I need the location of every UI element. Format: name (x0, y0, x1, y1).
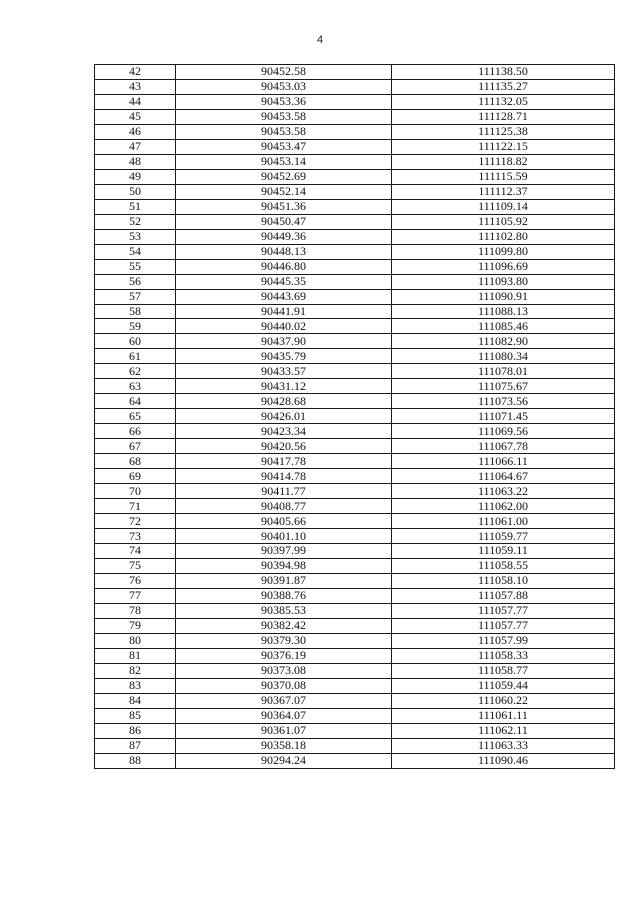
point-number-cell: 82 (95, 663, 176, 678)
table-row (95, 469, 615, 484)
table-row (95, 214, 615, 229)
point-number-cell: 51 (95, 199, 176, 214)
point-number-cell: 46 (95, 124, 176, 139)
y-coordinate-cell: 111135.27 (392, 79, 615, 94)
x-coordinate-cell: 90453.58 (176, 124, 392, 139)
table-row (95, 319, 615, 334)
point-number-cell: 53 (95, 229, 176, 244)
y-coordinate-cell: 111057.99 (392, 633, 615, 648)
table-row (95, 409, 615, 424)
y-coordinate-cell: 111063.22 (392, 484, 615, 499)
table-row (95, 544, 615, 559)
point-number-cell: 63 (95, 379, 176, 394)
y-coordinate-cell: 111058.33 (392, 648, 615, 663)
table-row (95, 618, 615, 633)
point-number-cell: 84 (95, 693, 176, 708)
coordinates-table (94, 64, 615, 769)
table-row (95, 394, 615, 409)
x-coordinate-cell: 90385.53 (176, 603, 392, 618)
table-row (95, 439, 615, 454)
x-coordinate-cell: 90367.07 (176, 693, 392, 708)
y-coordinate-cell: 111067.78 (392, 439, 615, 454)
coordinates-table-body (95, 65, 615, 769)
y-coordinate-cell: 111082.90 (392, 334, 615, 349)
x-coordinate-cell: 90426.01 (176, 409, 392, 424)
point-number-cell: 56 (95, 274, 176, 289)
point-number-cell: 49 (95, 169, 176, 184)
x-coordinate-cell: 90452.14 (176, 184, 392, 199)
point-number-cell: 76 (95, 573, 176, 588)
x-coordinate-cell: 90379.30 (176, 633, 392, 648)
x-coordinate-cell: 90448.13 (176, 244, 392, 259)
table-row (95, 529, 615, 544)
y-coordinate-cell: 111102.80 (392, 229, 615, 244)
y-coordinate-cell: 111115.59 (392, 169, 615, 184)
point-number-cell: 48 (95, 154, 176, 169)
y-coordinate-cell: 111062.00 (392, 499, 615, 514)
point-number-cell: 61 (95, 349, 176, 364)
table-row (95, 289, 615, 304)
y-coordinate-cell: 111059.11 (392, 544, 615, 559)
y-coordinate-cell: 111075.67 (392, 379, 615, 394)
y-coordinate-cell: 111112.37 (392, 184, 615, 199)
point-number-cell: 65 (95, 409, 176, 424)
point-number-cell: 86 (95, 723, 176, 738)
table-row (95, 424, 615, 439)
point-number-cell: 59 (95, 319, 176, 334)
y-coordinate-cell: 111073.56 (392, 394, 615, 409)
table-row (95, 633, 615, 648)
y-coordinate-cell: 111088.13 (392, 304, 615, 319)
x-coordinate-cell: 90446.80 (176, 259, 392, 274)
table-row (95, 154, 615, 169)
point-number-cell: 79 (95, 618, 176, 633)
y-coordinate-cell: 111080.34 (392, 349, 615, 364)
x-coordinate-cell: 90453.03 (176, 79, 392, 94)
x-coordinate-cell: 90453.14 (176, 154, 392, 169)
x-coordinate-cell: 90408.77 (176, 499, 392, 514)
x-coordinate-cell: 90449.36 (176, 229, 392, 244)
y-coordinate-cell: 111125.38 (392, 124, 615, 139)
x-coordinate-cell: 90370.08 (176, 678, 392, 693)
x-coordinate-cell: 90423.34 (176, 424, 392, 439)
x-coordinate-cell: 90397.99 (176, 544, 392, 559)
x-coordinate-cell: 90431.12 (176, 379, 392, 394)
table-row (95, 499, 615, 514)
x-coordinate-cell: 90420.56 (176, 439, 392, 454)
point-number-cell: 43 (95, 79, 176, 94)
x-coordinate-cell: 90443.69 (176, 289, 392, 304)
point-number-cell: 87 (95, 738, 176, 753)
x-coordinate-cell: 90440.02 (176, 319, 392, 334)
x-coordinate-cell: 90453.36 (176, 94, 392, 109)
x-coordinate-cell: 90450.47 (176, 214, 392, 229)
y-coordinate-cell: 111093.80 (392, 274, 615, 289)
x-coordinate-cell: 90394.98 (176, 558, 392, 573)
y-coordinate-cell: 111064.67 (392, 469, 615, 484)
y-coordinate-cell: 111109.14 (392, 199, 615, 214)
y-coordinate-cell: 111071.45 (392, 409, 615, 424)
table-row (95, 65, 615, 80)
y-coordinate-cell: 111063.33 (392, 738, 615, 753)
table-row (95, 109, 615, 124)
table-row (95, 184, 615, 199)
table-row (95, 678, 615, 693)
point-number-cell: 62 (95, 364, 176, 379)
y-coordinate-cell: 111060.22 (392, 693, 615, 708)
y-coordinate-cell: 111061.00 (392, 514, 615, 529)
y-coordinate-cell: 111057.88 (392, 588, 615, 603)
point-number-cell: 54 (95, 244, 176, 259)
table-row (95, 558, 615, 573)
point-number-cell: 52 (95, 214, 176, 229)
x-coordinate-cell: 90388.76 (176, 588, 392, 603)
y-coordinate-cell: 111118.82 (392, 154, 615, 169)
point-number-cell: 75 (95, 558, 176, 573)
table-row (95, 139, 615, 154)
table-row (95, 454, 615, 469)
point-number-cell: 45 (95, 109, 176, 124)
y-coordinate-cell: 111138.50 (392, 65, 615, 80)
table-row (95, 364, 615, 379)
point-number-cell: 69 (95, 469, 176, 484)
y-coordinate-cell: 111078.01 (392, 364, 615, 379)
point-number-cell: 81 (95, 648, 176, 663)
table-row (95, 229, 615, 244)
x-coordinate-cell: 90364.07 (176, 708, 392, 723)
table-row (95, 244, 615, 259)
y-coordinate-cell: 111057.77 (392, 603, 615, 618)
table-row (95, 94, 615, 109)
x-coordinate-cell: 90452.58 (176, 65, 392, 80)
y-coordinate-cell: 111057.77 (392, 618, 615, 633)
point-number-cell: 78 (95, 603, 176, 618)
point-number-cell: 71 (95, 499, 176, 514)
point-number-cell: 70 (95, 484, 176, 499)
page-number: 4 (316, 34, 324, 46)
point-number-cell: 85 (95, 708, 176, 723)
table-row (95, 514, 615, 529)
table-row (95, 169, 615, 184)
x-coordinate-cell: 90445.35 (176, 274, 392, 289)
y-coordinate-cell: 111096.69 (392, 259, 615, 274)
x-coordinate-cell: 90358.18 (176, 738, 392, 753)
y-coordinate-cell: 111061.11 (392, 708, 615, 723)
point-number-cell: 64 (95, 394, 176, 409)
y-coordinate-cell: 111058.10 (392, 573, 615, 588)
x-coordinate-cell: 90441.91 (176, 304, 392, 319)
x-coordinate-cell: 90417.78 (176, 454, 392, 469)
x-coordinate-cell: 90433.57 (176, 364, 392, 379)
y-coordinate-cell: 111105.92 (392, 214, 615, 229)
table-row (95, 588, 615, 603)
y-coordinate-cell: 111058.77 (392, 663, 615, 678)
x-coordinate-cell: 90382.42 (176, 618, 392, 633)
table-row (95, 379, 615, 394)
x-coordinate-cell: 90361.07 (176, 723, 392, 738)
point-number-cell: 73 (95, 529, 176, 544)
table-row (95, 693, 615, 708)
x-coordinate-cell: 90437.90 (176, 334, 392, 349)
point-number-cell: 60 (95, 334, 176, 349)
point-number-cell: 80 (95, 633, 176, 648)
x-coordinate-cell: 90453.58 (176, 109, 392, 124)
y-coordinate-cell: 111132.05 (392, 94, 615, 109)
x-coordinate-cell: 90451.36 (176, 199, 392, 214)
table-row (95, 304, 615, 319)
x-coordinate-cell: 90401.10 (176, 529, 392, 544)
table-row (95, 349, 615, 364)
point-number-cell: 88 (95, 753, 176, 768)
table-row (95, 334, 615, 349)
y-coordinate-cell: 111090.91 (392, 289, 615, 304)
y-coordinate-cell: 111058.55 (392, 558, 615, 573)
table-row (95, 663, 615, 678)
table-row (95, 603, 615, 618)
x-coordinate-cell: 90294.24 (176, 753, 392, 768)
point-number-cell: 42 (95, 65, 176, 80)
y-coordinate-cell: 111059.44 (392, 678, 615, 693)
y-coordinate-cell: 111066.11 (392, 454, 615, 469)
point-number-cell: 77 (95, 588, 176, 603)
table-row (95, 708, 615, 723)
y-coordinate-cell: 111085.46 (392, 319, 615, 334)
point-number-cell: 50 (95, 184, 176, 199)
point-number-cell: 83 (95, 678, 176, 693)
table-row (95, 274, 615, 289)
point-number-cell: 66 (95, 424, 176, 439)
x-coordinate-cell: 90414.78 (176, 469, 392, 484)
y-coordinate-cell: 111059.77 (392, 529, 615, 544)
x-coordinate-cell: 90435.79 (176, 349, 392, 364)
y-coordinate-cell: 111099.80 (392, 244, 615, 259)
point-number-cell: 74 (95, 544, 176, 559)
point-number-cell: 72 (95, 514, 176, 529)
point-number-cell: 67 (95, 439, 176, 454)
point-number-cell: 58 (95, 304, 176, 319)
x-coordinate-cell: 90411.77 (176, 484, 392, 499)
table-row (95, 723, 615, 738)
x-coordinate-cell: 90405.66 (176, 514, 392, 529)
x-coordinate-cell: 90376.19 (176, 648, 392, 663)
table-row (95, 199, 615, 214)
y-coordinate-cell: 111090.46 (392, 753, 615, 768)
table-row (95, 648, 615, 663)
x-coordinate-cell: 90453.47 (176, 139, 392, 154)
table-row (95, 738, 615, 753)
x-coordinate-cell: 90391.87 (176, 573, 392, 588)
y-coordinate-cell: 111062.11 (392, 723, 615, 738)
table-row (95, 753, 615, 768)
table-row (95, 259, 615, 274)
point-number-cell: 68 (95, 454, 176, 469)
table-row (95, 79, 615, 94)
table-row (95, 124, 615, 139)
x-coordinate-cell: 90373.08 (176, 663, 392, 678)
x-coordinate-cell: 90452.69 (176, 169, 392, 184)
point-number-cell: 57 (95, 289, 176, 304)
y-coordinate-cell: 111122.15 (392, 139, 615, 154)
y-coordinate-cell: 111069.56 (392, 424, 615, 439)
table-row (95, 484, 615, 499)
point-number-cell: 47 (95, 139, 176, 154)
x-coordinate-cell: 90428.68 (176, 394, 392, 409)
point-number-cell: 55 (95, 259, 176, 274)
point-number-cell: 44 (95, 94, 176, 109)
table-row (95, 573, 615, 588)
y-coordinate-cell: 111128.71 (392, 109, 615, 124)
